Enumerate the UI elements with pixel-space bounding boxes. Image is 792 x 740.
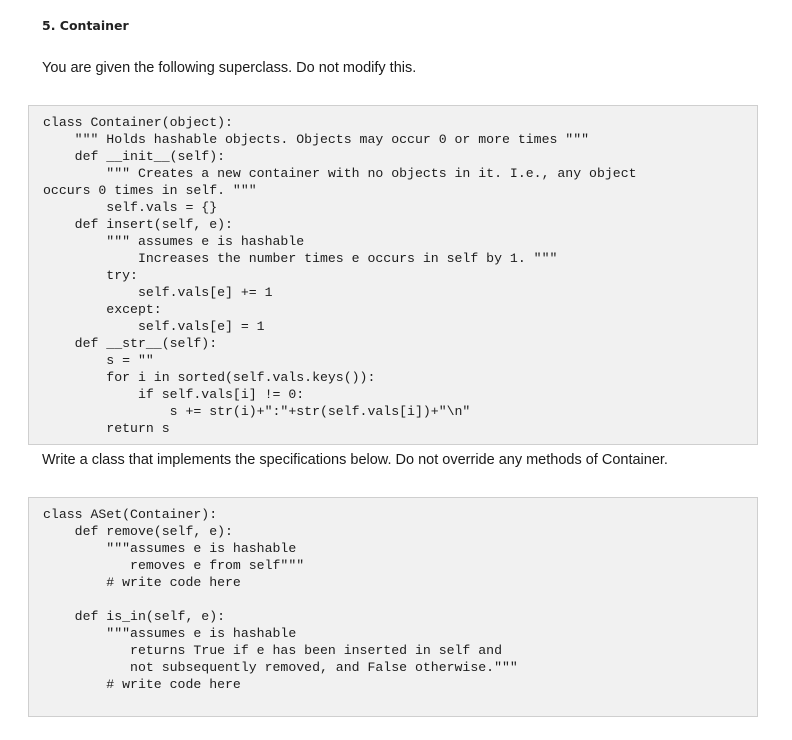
question-heading: 5. Container (42, 18, 129, 33)
code-line: """ Creates a new container with no objects in it. I.e., any object (43, 166, 637, 181)
code-line: for i in sorted(self.vals.keys()): (43, 370, 376, 385)
code-line: s += str(i)+":"+str(self.vals[i])+"\n" (43, 404, 471, 419)
code-line: def is_in(self, e): (43, 609, 226, 624)
code-line: self.vals = {} (43, 200, 218, 215)
code-line: self.vals[e] = 1 (43, 319, 265, 334)
container-code-lines (43, 114, 637, 437)
code-line (43, 591, 518, 608)
code-line: s = "" (43, 353, 154, 368)
code-line: if self.vals[i] != 0: (43, 387, 305, 402)
aset-code-lines (43, 506, 518, 693)
code-line: def insert(self, e): (43, 217, 233, 232)
code-line: except: (43, 302, 162, 317)
code-line: not subsequently removed, and False otherwise.""" (43, 660, 518, 675)
code-line: """assumes e is hashable (43, 626, 297, 641)
code-line: return s (43, 421, 170, 436)
code-line: """ Holds hashable objects. Objects may occur 0 or more times """ (43, 132, 590, 147)
instruction-text: Write a class that implements the specifications below. Do not override any methods of Container. (42, 452, 668, 468)
code-line: self.vals[e] += 1 (43, 285, 273, 300)
aset-code-block (28, 497, 758, 717)
code-line: def __init__(self): (43, 149, 226, 164)
code-line: # write code here (43, 575, 241, 590)
code-line: """ assumes e is hashable (43, 234, 305, 249)
code-line: """assumes e is hashable (43, 541, 297, 556)
code-line: returns True if e has been inserted in self and (43, 643, 502, 658)
code-line: class Container(object): (43, 115, 233, 130)
code-line: # write code here (43, 677, 241, 692)
code-line: class ASet(Container): (43, 507, 218, 522)
container-code-block (28, 105, 758, 445)
code-line: Increases the number times e occurs in self by 1. """ (43, 251, 558, 266)
code-line: removes e from self""" (43, 558, 305, 573)
code-line: occurs 0 times in self. """ (43, 183, 257, 198)
intro-text: You are given the following superclass. Do not modify this. (42, 60, 417, 76)
code-line: try: (43, 268, 138, 283)
code-line: def remove(self, e): (43, 524, 233, 539)
code-line: def __str__(self): (43, 336, 218, 351)
